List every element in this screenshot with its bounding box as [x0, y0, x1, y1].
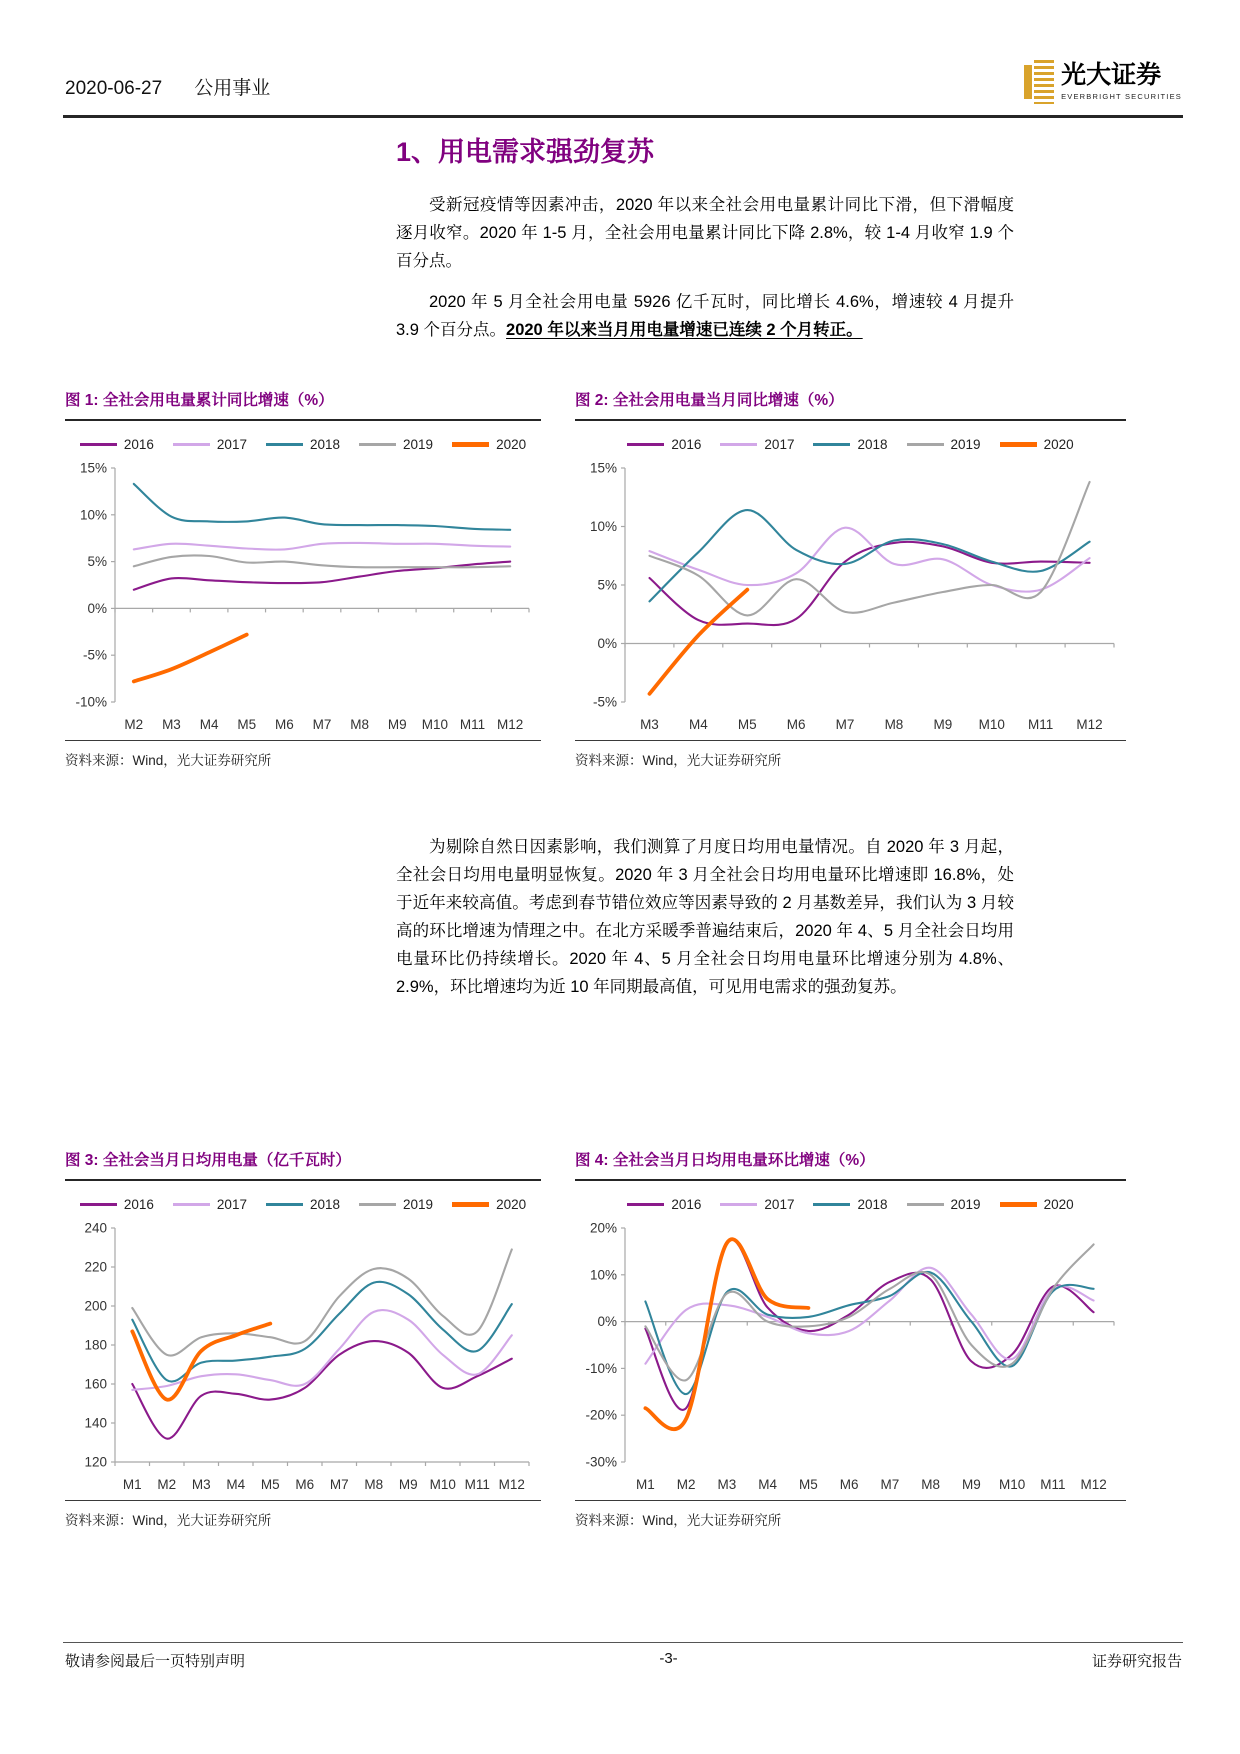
y-tick-label: 10%	[589, 519, 617, 534]
figure-title: 图 1: 全社会用电量累计同比增速（%）	[65, 388, 541, 421]
logo-stripes	[1034, 60, 1054, 104]
body-text: 2020 年 5 月全社会用电量 5926 亿千瓦时，同比增长 4.6%，增速较 4 月提升 3.9 个百分点。	[396, 293, 1014, 339]
header-meta	[65, 73, 270, 104]
x-axis	[625, 1322, 1114, 1492]
figure-source: 资料来源：Wind，光大证券研究所	[65, 740, 541, 769]
x-tick-label: M2	[676, 1477, 696, 1492]
x-tick-label: M5	[737, 717, 757, 732]
legend-item-2020	[1000, 437, 1074, 452]
x-tick-label: M9	[398, 1477, 418, 1492]
brand-logo	[1024, 60, 1182, 104]
legend-label: 2019	[950, 437, 981, 452]
y-tick-label: 15%	[589, 460, 617, 476]
page-header	[65, 60, 1182, 104]
figure-source: 资料来源：Wind，光大证券研究所	[575, 1500, 1126, 1529]
x-tick-label: M1	[635, 1477, 655, 1492]
legend-swatch	[266, 443, 303, 446]
series-line-2016	[132, 1341, 512, 1439]
legend-label: 2016	[671, 437, 702, 452]
brand-name-cn: 光大证券	[1061, 62, 1162, 90]
y-axis	[585, 1221, 625, 1470]
x-axis	[625, 644, 1114, 733]
x-tick-label: M4	[688, 717, 708, 732]
y-tick-label: -5%	[82, 647, 107, 663]
page-footer	[65, 1650, 1182, 1671]
series-line-2018	[650, 510, 1090, 601]
line-chart	[575, 456, 1126, 738]
legend-swatch	[813, 443, 850, 446]
x-tick-label: M3	[162, 717, 181, 732]
x-tick-label: M11	[464, 1477, 490, 1492]
chart-legend	[575, 1197, 1126, 1212]
x-tick-label: M10	[978, 717, 1005, 732]
x-tick-label: M6	[839, 1477, 859, 1492]
series-line-2020	[134, 635, 247, 682]
legend-label: 2017	[216, 437, 247, 452]
x-tick-label: M6	[274, 717, 294, 732]
x-tick-label: M6	[786, 717, 806, 732]
y-axis	[84, 1221, 115, 1470]
x-tick-label: M6	[295, 1477, 315, 1492]
body-text: 受新冠疫情等因素冲击，2020 年以来全社会用电量累计同比下滑，但下滑幅度逐月收窄。2020 年 1-5 月，全社会用电量累计同比下降 2.8%，较 1-4 月收窄 1.9 个百分点。	[396, 196, 1014, 270]
legend-item-2016	[80, 437, 154, 452]
figure-source: 资料来源：Wind，光大证券研究所	[65, 1500, 541, 1529]
legend-label: 2018	[857, 437, 888, 452]
legend-label: 2019	[403, 1197, 434, 1212]
legend-label: 2018	[857, 1197, 888, 1212]
x-tick-label: M3	[191, 1477, 211, 1492]
chart-legend	[65, 1197, 541, 1212]
y-tick-label: 10%	[79, 507, 107, 523]
x-tick-label: M3	[717, 1477, 737, 1492]
report-date: 2020-06-27	[65, 78, 163, 99]
x-tick-label: M7	[835, 717, 855, 732]
x-axis	[115, 1462, 529, 1492]
line-chart	[575, 1216, 1126, 1498]
legend-swatch	[359, 443, 396, 446]
y-tick-label: 0%	[87, 600, 107, 616]
legend-item-2018	[266, 437, 340, 452]
y-tick-label: 160	[84, 1376, 107, 1392]
figure-title: 图 4: 全社会当月日均用电量环比增速（%）	[575, 1148, 1126, 1181]
report-section: 公用事业	[194, 78, 271, 99]
y-tick-label: 120	[84, 1454, 107, 1470]
body-text: 为剔除自然日因素影响，我们测算了月度日均用电量情况。自 2020 年 3 月起，全社会日均用电量明显恢复。2020 年 3 月全社会日均用电量环比增速即 16.8%，处于近年来较高值。考虑到春节错位效应等因素导致的 2 月基数差异，我们认为 3 月较高的环比增速为情理之中。在北方采暖季普遍结束后，2020 年 4、5 月全社会日均用电量环比仍持续增长。2020 年 4、5 月全社会日均用电量环比增速分别为 4.8%、2.9%，环比增速均为近 10 年同期最高值，可见用电需求的强劲复苏。	[396, 838, 1014, 996]
x-tick-label: M12	[1080, 1477, 1107, 1492]
y-tick-label: 5%	[87, 554, 107, 570]
legend-swatch	[452, 1202, 489, 1206]
series-line-2017	[645, 1268, 1093, 1364]
legend-swatch	[266, 1203, 303, 1206]
series-line-2017	[650, 528, 1090, 592]
x-tick-label: M4	[758, 1477, 778, 1492]
legend-item-2016	[627, 1197, 701, 1212]
y-tick-label: -30%	[585, 1454, 617, 1470]
x-tick-label: M1	[122, 1477, 142, 1492]
legend-label: 2017	[216, 1197, 247, 1212]
legend-item-2018	[813, 437, 887, 452]
legend-item-2017	[720, 437, 794, 452]
intro-paragraphs	[396, 191, 1014, 357]
legend-swatch	[80, 443, 117, 446]
series-line-2018	[134, 484, 510, 530]
legend-swatch	[80, 1203, 117, 1206]
legend-item-2016	[627, 437, 701, 452]
logo-bar	[1024, 65, 1032, 99]
y-axis	[75, 461, 115, 710]
analysis-paragraphs	[396, 833, 1014, 1014]
x-tick-label: M10	[998, 1477, 1026, 1492]
legend-label: 2020	[496, 437, 527, 452]
x-tick-label: M11	[459, 717, 486, 732]
figure-row-2	[65, 1148, 1126, 1529]
footer-report-type: 证券研究报告	[1091, 1653, 1182, 1670]
paragraph	[396, 833, 1014, 1001]
x-tick-label: M7	[880, 1477, 900, 1492]
y-tick-label: 220	[84, 1259, 107, 1275]
figure-title: 图 2: 全社会用电量当月同比增速（%）	[575, 388, 1126, 421]
legend-label: 2016	[671, 1197, 702, 1212]
figure-source: 资料来源：Wind，光大证券研究所	[575, 740, 1126, 769]
x-tick-label: M10	[429, 1477, 456, 1492]
legend-swatch	[1000, 1202, 1037, 1206]
x-tick-label: M9	[961, 1477, 981, 1492]
x-tick-label: M2	[157, 1477, 177, 1492]
y-tick-label: -10%	[585, 1360, 617, 1376]
legend-label: 2019	[403, 437, 434, 452]
series-line-2020	[645, 1239, 808, 1429]
legend-label: 2016	[123, 1197, 154, 1212]
x-tick-label: M7	[329, 1477, 349, 1492]
brand-text	[1061, 63, 1182, 100]
chart-legend	[65, 437, 541, 452]
legend-swatch	[813, 1203, 850, 1206]
x-tick-label: M9	[387, 717, 407, 732]
x-tick-label: M4	[226, 1477, 246, 1492]
y-tick-label: 10%	[589, 1267, 617, 1283]
legend-item-2016	[80, 1197, 154, 1212]
x-tick-label: M12	[497, 717, 524, 732]
legend-swatch	[907, 443, 944, 446]
legend-label: 2020	[1043, 1197, 1074, 1212]
x-tick-label: M8	[884, 717, 904, 732]
y-tick-label: -5%	[592, 694, 617, 710]
x-tick-label: M7	[312, 717, 332, 732]
figure-row-1	[65, 388, 1126, 769]
series-line-2017	[134, 543, 510, 550]
legend-item-2020	[452, 1197, 526, 1212]
legend-label: 2019	[950, 1197, 981, 1212]
figure-1	[65, 388, 541, 769]
x-tick-label: M11	[1040, 1477, 1066, 1492]
legend-item-2018	[266, 1197, 340, 1212]
x-tick-label: M8	[350, 717, 370, 732]
series-line-2020	[650, 590, 748, 694]
paragraph	[396, 288, 1014, 344]
legend-swatch	[720, 1203, 757, 1206]
y-tick-label: 200	[84, 1298, 107, 1314]
y-tick-label: 140	[84, 1415, 107, 1431]
footer-divider	[63, 1642, 1183, 1643]
y-tick-label: 0%	[597, 636, 617, 651]
legend-swatch	[359, 1203, 396, 1206]
legend-item-2019	[907, 437, 981, 452]
y-tick-label: 0%	[597, 1314, 617, 1330]
legend-item-2018	[813, 1197, 887, 1212]
y-tick-label: 240	[84, 1220, 107, 1236]
section-title: 1、用电需求强劲复苏	[396, 137, 655, 167]
legend-swatch	[627, 443, 664, 446]
legend-item-2019	[907, 1197, 981, 1212]
legend-label: 2020	[496, 1197, 527, 1212]
line-chart	[65, 1216, 541, 1498]
x-tick-label: M4	[199, 717, 219, 732]
everbright-logo-icon	[1024, 60, 1054, 104]
figure-2	[575, 388, 1126, 769]
x-tick-label: M5	[237, 717, 257, 732]
legend-label: 2016	[123, 437, 154, 452]
x-tick-label: M10	[421, 717, 449, 732]
series-line-2016	[650, 542, 1090, 625]
x-tick-label: M3	[640, 717, 659, 732]
legend-swatch	[1000, 442, 1037, 446]
x-tick-label: M8	[364, 1477, 384, 1492]
x-tick-label: M5	[260, 1477, 280, 1492]
y-tick-label: 20%	[589, 1220, 617, 1236]
legend-item-2017	[173, 1197, 247, 1212]
emphasis-text: 2020 年以来当月用电量增速已连续 2 个月转正。	[506, 321, 863, 339]
legend-label: 2018	[309, 1197, 341, 1212]
figure-3	[65, 1148, 541, 1529]
x-tick-label: M9	[933, 717, 953, 732]
legend-label: 2018	[309, 437, 341, 452]
figure-4	[575, 1148, 1126, 1529]
chart-legend	[575, 437, 1126, 452]
legend-swatch	[452, 442, 489, 446]
legend-item-2017	[173, 437, 247, 452]
footer-disclaimer: 敬请参阅最后一页特别声明	[65, 1653, 246, 1670]
page-number: -3-	[659, 1650, 678, 1667]
legend-swatch	[173, 443, 210, 446]
y-tick-label: 15%	[79, 460, 107, 476]
y-tick-label: 5%	[597, 577, 617, 593]
legend-swatch	[627, 1203, 664, 1206]
legend-label: 2020	[1043, 437, 1074, 452]
figure-title: 图 3: 全社会当月日均用电量（亿千瓦时）	[65, 1148, 541, 1181]
legend-item-2020	[1000, 1197, 1074, 1212]
y-tick-label: 180	[84, 1337, 107, 1353]
legend-item-2019	[359, 1197, 433, 1212]
legend-swatch	[907, 1203, 944, 1206]
x-tick-label: M5	[798, 1477, 818, 1492]
line-chart	[65, 456, 541, 738]
x-tick-label: M12	[498, 1477, 525, 1492]
header-divider	[63, 115, 1183, 118]
legend-label: 2017	[764, 437, 795, 452]
legend-item-2019	[359, 437, 433, 452]
legend-swatch	[720, 443, 757, 446]
x-tick-label: M2	[124, 717, 144, 732]
legend-item-2017	[720, 1197, 794, 1212]
series-line-2019	[645, 1244, 1093, 1380]
x-axis	[115, 608, 529, 732]
brand-name-en: EVERBRIGHT SECURITIES	[1061, 91, 1182, 101]
x-tick-label: M11	[1028, 717, 1054, 732]
x-tick-label: M8	[921, 1477, 941, 1492]
legend-label: 2017	[764, 1197, 795, 1212]
y-tick-label: -10%	[75, 694, 107, 710]
legend-item-2020	[452, 437, 526, 452]
paragraph	[396, 191, 1014, 275]
y-axis	[590, 461, 625, 710]
x-tick-label: M12	[1076, 717, 1103, 732]
legend-swatch	[173, 1203, 210, 1206]
y-tick-label: -20%	[585, 1407, 617, 1423]
